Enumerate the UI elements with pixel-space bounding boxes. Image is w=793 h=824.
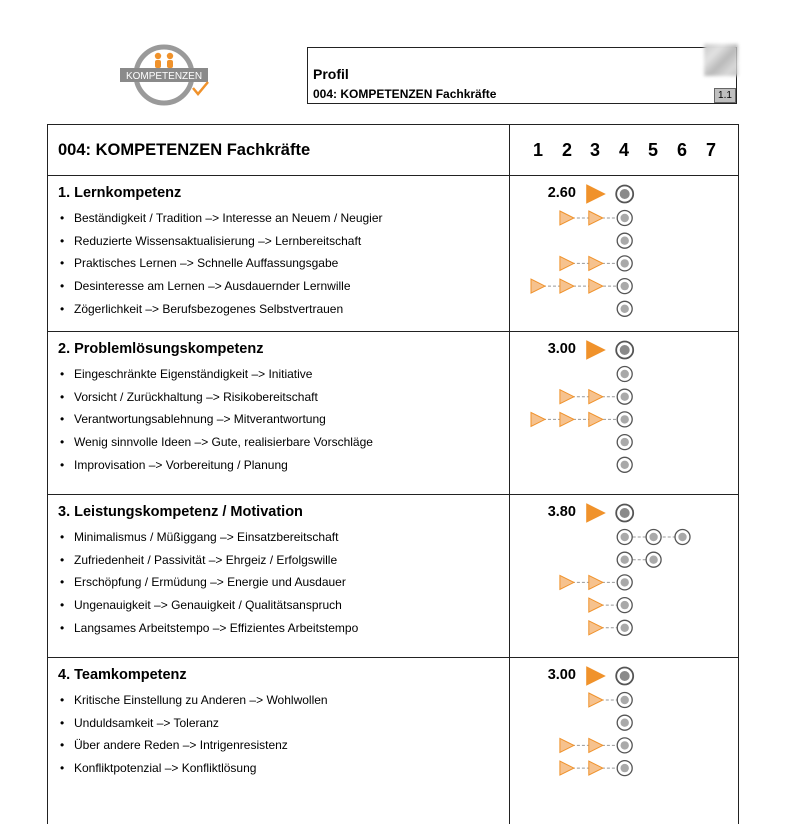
- score-triangle-marker: [587, 504, 605, 522]
- scale-number-4: 4: [618, 140, 629, 160]
- item-triangle-marker: [589, 598, 603, 612]
- item-reference-marker: [617, 256, 632, 271]
- competency-item: [60, 390, 318, 404]
- section-chart: [509, 175, 739, 345]
- item-label: Vorsicht / Zurückhaltung –> Risikobereitschaft: [74, 389, 318, 404]
- item-triangle-marker: [589, 693, 603, 707]
- item-label: Eingeschränkte Eigenständigkeit –> Initiative: [74, 367, 313, 381]
- competency-item: [60, 621, 358, 635]
- competency-item: [60, 435, 373, 449]
- bullet-icon: •: [60, 256, 65, 271]
- bullet-icon: •: [60, 233, 65, 248]
- profile-box: [307, 47, 737, 104]
- bullet-icon: •: [60, 435, 65, 450]
- bullet-icon: •: [60, 761, 65, 776]
- section-score: 3.00: [547, 667, 576, 683]
- item-label: Improvisation –> Vorbereitung / Planung: [74, 457, 288, 472]
- section-chart: [509, 331, 739, 501]
- competency-item: [60, 256, 338, 270]
- item-triangle-marker: [560, 256, 574, 270]
- table-title: 004: KOMPETENZEN Fachkräfte: [58, 141, 311, 159]
- competency-item: [60, 412, 326, 426]
- item-reference-marker: [617, 412, 632, 427]
- section-score: 3.00: [547, 341, 576, 357]
- item-triangle-marker: [589, 279, 603, 293]
- table-header-row: [48, 125, 738, 176]
- bullet-icon: •: [60, 575, 65, 590]
- bullet-icon: •: [60, 693, 65, 707]
- bullet-icon: •: [60, 715, 65, 730]
- bullet-icon: •: [60, 211, 65, 225]
- item-reference-marker: [617, 457, 632, 472]
- section-score: 3.80: [547, 504, 576, 520]
- item-reference-marker: [617, 620, 632, 635]
- competency-item: [60, 738, 288, 752]
- version-badge: 1.1: [714, 88, 736, 103]
- scale-number-7: 7: [705, 140, 716, 160]
- item-reference-marker: [617, 279, 632, 294]
- item-reference-marker: [617, 389, 632, 404]
- score-triangle-marker: [587, 341, 605, 359]
- item-reference-marker: [617, 575, 632, 590]
- bullet-icon: •: [60, 279, 65, 294]
- item-reference-marker: [617, 367, 632, 382]
- item-triangle-marker: [589, 211, 603, 225]
- scale-number-3: 3: [589, 140, 600, 160]
- bullet-icon: •: [60, 598, 65, 613]
- bullet-icon: •: [60, 367, 65, 381]
- item-reference-marker: [617, 301, 632, 316]
- score-reference-marker: [616, 505, 633, 522]
- item-label: Beständigkeit / Tradition –> Interesse an Neuem / Neugier: [74, 211, 383, 225]
- item-label: Konfliktpotenzial –> Konfliktlösung: [74, 761, 257, 776]
- section-chart: [509, 494, 739, 664]
- item-reference-marker: [617, 715, 632, 730]
- item-reference-marker: [617, 693, 632, 708]
- item-triangle-marker: [589, 738, 603, 752]
- scale-number-2: 2: [561, 140, 572, 160]
- score-triangle-marker: [587, 185, 605, 203]
- competency-item: [60, 761, 256, 775]
- item-label: Ungenauigkeit –> Genauigkeit / Qualitätsanspruch: [74, 598, 342, 613]
- competency-item: [60, 458, 288, 472]
- score-reference-marker: [616, 342, 633, 359]
- item-triangle-marker: [589, 575, 603, 589]
- section-title: 1. Lernkompetenz: [58, 185, 182, 201]
- item-triangle-marker: [589, 412, 603, 426]
- competency-section: [48, 175, 738, 332]
- item-label: Verantwortungsablehnung –> Mitverantwortung: [74, 412, 326, 427]
- item-reference-marker: [617, 598, 632, 613]
- redacted-image: [704, 44, 738, 76]
- scale-number-1: 1: [532, 140, 543, 160]
- item-label: Über andere Reden –> Intrigenresistenz: [74, 738, 288, 753]
- bullet-icon: •: [60, 301, 65, 316]
- item-label: Zögerlichkeit –> Berufsbezogenes Selbstvertrauen: [74, 301, 344, 316]
- competency-item: [60, 530, 338, 544]
- item-triangle-marker: [560, 761, 574, 775]
- item-label: Langsames Arbeitstempo –> Effizientes Arbeitstempo: [74, 620, 359, 635]
- logo-text: KOMPETENZEN: [125, 71, 203, 82]
- item-triangle-marker: [589, 390, 603, 404]
- kompetenzen-logo: [118, 44, 214, 106]
- section-title: 4. Teamkompetenz: [58, 667, 187, 683]
- item-reference-marker: [617, 761, 632, 776]
- bullet-icon: •: [60, 620, 65, 635]
- bullet-icon: •: [60, 412, 65, 427]
- section-title: 2. Problemlösungskompetenz: [58, 341, 264, 357]
- item-triangle-marker: [589, 256, 603, 270]
- item-label: Praktisches Lernen –> Schnelle Auffassungsgabe: [74, 256, 339, 271]
- competency-item: [60, 575, 346, 589]
- section-title: 3. Leistungskompetenz / Motivation: [58, 504, 303, 520]
- profile-title: Profil: [313, 66, 349, 82]
- item-triangle-marker: [560, 738, 574, 752]
- item-circle-marker: [675, 530, 690, 545]
- item-triangle-marker: [560, 211, 574, 225]
- item-circle-marker: [617, 552, 632, 567]
- scale-number-5: 5: [647, 140, 658, 160]
- competency-item: [60, 279, 351, 293]
- competency-section: [48, 494, 738, 658]
- item-circle-marker: [646, 530, 661, 545]
- item-label: Reduzierte Wissensaktualisierung –> Lernbereitschaft: [74, 233, 362, 248]
- item-triangle-marker: [531, 279, 545, 293]
- item-circle-marker: [617, 530, 632, 545]
- item-label: Zufriedenheit / Passivität –> Ehrgeiz / Erfolgswille: [74, 552, 338, 567]
- item-label: Erschöpfung / Ermüdung –> Energie und Ausdauer: [74, 575, 346, 590]
- column-divider: [509, 125, 510, 824]
- item-reference-marker: [617, 233, 632, 248]
- bullet-icon: •: [60, 552, 65, 567]
- item-reference-marker: [617, 738, 632, 753]
- bullet-icon: •: [60, 738, 65, 753]
- section-score: 2.60: [547, 185, 576, 201]
- bullet-icon: •: [60, 457, 65, 472]
- section-chart: [509, 657, 739, 824]
- scale-number-6: 6: [676, 140, 687, 160]
- item-label: Unduldsamkeit –> Toleranz: [74, 715, 219, 730]
- item-label: Wenig sinnvolle Ideen –> Gute, realisierbare Vorschläge: [74, 435, 373, 450]
- item-reference-marker: [617, 211, 632, 226]
- competency-item: [60, 553, 337, 567]
- competency-item: [60, 211, 383, 225]
- item-triangle-marker: [589, 621, 603, 635]
- competency-section: [48, 331, 738, 495]
- bullet-icon: •: [60, 530, 65, 544]
- item-triangle-marker: [531, 412, 545, 426]
- competency-table: [47, 124, 739, 824]
- item-label: Desinteresse am Lernen –> Ausdauernder Lernwille: [74, 279, 351, 294]
- competency-item: [60, 367, 312, 381]
- competency-item: [60, 693, 328, 707]
- profile-subtitle: 004: KOMPETENZEN Fachkräfte: [313, 87, 497, 101]
- score-reference-marker: [616, 186, 633, 203]
- item-triangle-marker: [560, 279, 574, 293]
- item-reference-marker: [617, 435, 632, 450]
- item-label: Kritische Einstellung zu Anderen –> Wohlwollen: [74, 693, 328, 707]
- item-triangle-marker: [560, 390, 574, 404]
- item-triangle-marker: [560, 575, 574, 589]
- bullet-icon: •: [60, 389, 65, 404]
- competency-item: [60, 302, 343, 316]
- item-triangle-marker: [560, 412, 574, 426]
- competency-section: [48, 657, 738, 824]
- competency-item: [60, 716, 219, 730]
- score-triangle-marker: [587, 667, 605, 685]
- competency-item: [60, 234, 361, 248]
- score-reference-marker: [616, 668, 633, 685]
- item-label: Minimalismus / Müßiggang –> Einsatzbereitschaft: [74, 530, 339, 544]
- item-triangle-marker: [589, 761, 603, 775]
- competency-item: [60, 598, 342, 612]
- item-circle-marker: [646, 552, 661, 567]
